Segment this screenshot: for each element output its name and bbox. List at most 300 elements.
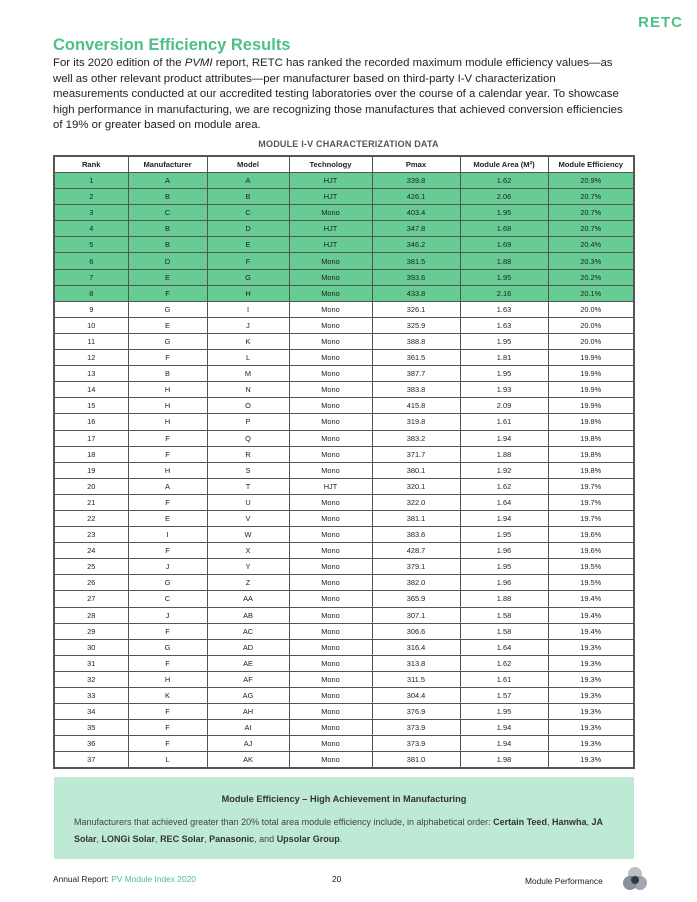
column-header: Technology [289, 156, 372, 173]
table-cell: H [128, 382, 207, 398]
table-cell: 27 [54, 591, 128, 607]
footer-report-name [53, 874, 196, 884]
table-cell: F [128, 446, 207, 462]
table-cell: Mono [289, 269, 372, 285]
table-cell: F [128, 350, 207, 366]
table-cell: Mono [289, 527, 372, 543]
table-cell: 393.6 [372, 269, 460, 285]
table-cell: F [128, 736, 207, 752]
table-row [54, 173, 634, 189]
table-cell: H [128, 462, 207, 478]
table-cell: Mono [289, 446, 372, 462]
table-cell: 12 [54, 350, 128, 366]
table-row [54, 301, 634, 317]
table-cell: 346.2 [372, 237, 460, 253]
table-cell: Mono [289, 543, 372, 559]
table-cell: 19.8% [548, 430, 634, 446]
table-cell: 383.2 [372, 430, 460, 446]
table-cell: F [128, 623, 207, 639]
table-cell: 380.1 [372, 462, 460, 478]
table-cell: 311.5 [372, 671, 460, 687]
table-cell: 3 [54, 205, 128, 221]
table-cell: Mono [289, 253, 372, 269]
manufacturer-name: Certain Teed [493, 817, 547, 827]
table-cell: 1.61 [460, 414, 548, 430]
table-cell: O [207, 398, 289, 414]
high-achievement-callout [54, 777, 634, 859]
table-cell: 19 [54, 462, 128, 478]
table-cell: 20.3% [548, 253, 634, 269]
callout-and: and [259, 834, 275, 844]
table-cell: Mono [289, 462, 372, 478]
table-cell: 403.4 [372, 205, 460, 221]
table-cell: Mono [289, 333, 372, 349]
table-cell: 20.1% [548, 285, 634, 301]
table-cell: 319.8 [372, 414, 460, 430]
table-cell: L [128, 752, 207, 769]
table-cell: Mono [289, 285, 372, 301]
table-cell: M [207, 366, 289, 382]
table-cell: 19.8% [548, 414, 634, 430]
table-cell: 19.4% [548, 591, 634, 607]
table-cell: 379.1 [372, 559, 460, 575]
table-cell: 19.7% [548, 494, 634, 510]
table-cell: 306.6 [372, 623, 460, 639]
table-cell: 304.4 [372, 688, 460, 704]
table-cell: 19.3% [548, 720, 634, 736]
table-cell: 19.9% [548, 366, 634, 382]
table-cell: 1.95 [460, 333, 548, 349]
table-cell: Mono [289, 607, 372, 623]
table-cell: H [207, 285, 289, 301]
table-cell: N [207, 382, 289, 398]
table-cell: 20.9% [548, 173, 634, 189]
table-cell: J [128, 607, 207, 623]
table-cell: F [128, 543, 207, 559]
column-header: Manufacturer [128, 156, 207, 173]
table-cell: E [128, 317, 207, 333]
table-cell: Mono [289, 205, 372, 221]
table-cell: 1.61 [460, 671, 548, 687]
table-cell: I [207, 301, 289, 317]
table-cell: 20.0% [548, 333, 634, 349]
table-cell: Mono [289, 366, 372, 382]
table-cell: 19.8% [548, 446, 634, 462]
table-cell: 1.58 [460, 607, 548, 623]
table-cell: 320.1 [372, 478, 460, 494]
table-cell: 1.88 [460, 446, 548, 462]
table-cell: 4 [54, 221, 128, 237]
table-cell: HJT [289, 173, 372, 189]
table-cell: G [128, 301, 207, 317]
table-cell: T [207, 478, 289, 494]
table-cell: AK [207, 752, 289, 769]
table-cell: 1.62 [460, 478, 548, 494]
table-cell: 18 [54, 446, 128, 462]
table-row [54, 478, 634, 494]
table-cell: 20.7% [548, 189, 634, 205]
table-cell: B [128, 189, 207, 205]
table-cell: 2.16 [460, 285, 548, 301]
table-cell: Mono [289, 494, 372, 510]
table-row [54, 575, 634, 591]
table-cell: 22 [54, 510, 128, 526]
table-cell: 8 [54, 285, 128, 301]
column-header: Model [207, 156, 289, 173]
table-cell: Q [207, 430, 289, 446]
table-cell: 381.0 [372, 752, 460, 769]
table-cell: 313.8 [372, 655, 460, 671]
table-cell: 371.7 [372, 446, 460, 462]
table-cell: 34 [54, 704, 128, 720]
table-cell: 26 [54, 575, 128, 591]
table-cell: 428.7 [372, 543, 460, 559]
table-title: MODULE I-V CHARACTERIZATION DATA [258, 139, 439, 149]
table-row [54, 333, 634, 349]
table-cell: 361.5 [372, 350, 460, 366]
intro-text: For its 2020 edition of the [53, 57, 185, 69]
table-cell: Mono [289, 398, 372, 414]
table-cell: 1 [54, 173, 128, 189]
table-cell: 388.8 [372, 333, 460, 349]
table-cell: 19.3% [548, 671, 634, 687]
table-cell: 1.88 [460, 591, 548, 607]
table-cell: 14 [54, 382, 128, 398]
table-cell: 7 [54, 269, 128, 285]
table-cell: 1.95 [460, 527, 548, 543]
intro-emphasis: PVMI [184, 57, 213, 69]
table-cell: 383.6 [372, 527, 460, 543]
page-number: 20 [332, 874, 342, 884]
table-cell: 426.1 [372, 189, 460, 205]
table-cell: 1.64 [460, 494, 548, 510]
table-cell: A [128, 478, 207, 494]
column-header: Module Efficiency [548, 156, 634, 173]
table-cell: G [128, 575, 207, 591]
table-cell: 19.9% [548, 350, 634, 366]
table-row [54, 655, 634, 671]
table-cell: 24 [54, 543, 128, 559]
table-cell: 1.62 [460, 655, 548, 671]
table-cell: 20.7% [548, 205, 634, 221]
table-cell: 19.9% [548, 398, 634, 414]
table-cell: C [207, 205, 289, 221]
table-cell: AB [207, 607, 289, 623]
table-cell: AA [207, 591, 289, 607]
table-cell: 1.64 [460, 639, 548, 655]
manufacturer-name: JA Solar [74, 817, 603, 844]
table-cell: Mono [289, 350, 372, 366]
table-cell: 19.3% [548, 752, 634, 769]
table-cell: F [128, 704, 207, 720]
manufacturer-name: Panasonic [209, 834, 255, 844]
table-cell: Mono [289, 317, 372, 333]
table-cell: Mono [289, 301, 372, 317]
table-cell: 326.1 [372, 301, 460, 317]
table-cell: 1.95 [460, 559, 548, 575]
characterization-table [53, 155, 635, 769]
table-cell: X [207, 543, 289, 559]
table-cell: Mono [289, 671, 372, 687]
table-cell: 1.68 [460, 221, 548, 237]
table-row [54, 253, 634, 269]
table-row [54, 559, 634, 575]
table-cell: 20.2% [548, 269, 634, 285]
table-cell: 307.1 [372, 607, 460, 623]
table-cell: 11 [54, 333, 128, 349]
table-cell: U [207, 494, 289, 510]
column-header: Module Area (M²) [460, 156, 548, 173]
table-cell: 376.9 [372, 704, 460, 720]
table-cell: D [128, 253, 207, 269]
table-row [54, 752, 634, 769]
table-cell: AF [207, 671, 289, 687]
table-cell: C [128, 205, 207, 221]
table-cell: 36 [54, 736, 128, 752]
table-cell: 19.3% [548, 655, 634, 671]
table-cell: 6 [54, 253, 128, 269]
table-cell: Mono [289, 655, 372, 671]
table-cell: B [128, 237, 207, 253]
table-cell: 10 [54, 317, 128, 333]
table-cell: 19.7% [548, 478, 634, 494]
table-cell: 19.3% [548, 704, 634, 720]
table-cell: A [128, 173, 207, 189]
table-cell: F [207, 253, 289, 269]
table-cell: 1.94 [460, 510, 548, 526]
table-cell: 19.7% [548, 510, 634, 526]
retc-logo: RETC [638, 14, 683, 31]
table-cell: 23 [54, 527, 128, 543]
table-cell: 373.9 [372, 720, 460, 736]
table-row [54, 543, 634, 559]
table-row [54, 205, 634, 221]
table-cell: 1.94 [460, 720, 548, 736]
table-row [54, 414, 634, 430]
table-cell: 33 [54, 688, 128, 704]
manufacturer-name: Hanwha [551, 817, 587, 827]
table-row [54, 494, 634, 510]
table-cell: 1.57 [460, 688, 548, 704]
table-cell: 1.95 [460, 704, 548, 720]
manufacturer-name: Upsolar Group [276, 834, 340, 844]
manufacturer-name: LONGi Solar [101, 834, 156, 844]
footer-index-name: PV Module Index 2020 [111, 874, 196, 884]
table-cell: AI [207, 720, 289, 736]
table-cell: H [128, 414, 207, 430]
table-cell: B [128, 366, 207, 382]
table-cell: 322.0 [372, 494, 460, 510]
callout-body: Manufacturers that achieved greater than 20% total area module efficiency include, in alphabetical order: Certain Teed, Hanwha, JA Solar, LONGi Solar, REC Solar, Panasonic, and Upsolar Group. [74, 817, 603, 844]
table-cell: 29 [54, 623, 128, 639]
table-cell: Mono [289, 382, 372, 398]
table-cell: 19.3% [548, 688, 634, 704]
table-cell: 20.4% [548, 237, 634, 253]
table-cell: H [128, 398, 207, 414]
table-cell: Mono [289, 704, 372, 720]
table-row [54, 607, 634, 623]
table-cell: 15 [54, 398, 128, 414]
table-row [54, 510, 634, 526]
table-cell: 31 [54, 655, 128, 671]
table-cell: H [128, 671, 207, 687]
table-row [54, 527, 634, 543]
table-cell: 20.0% [548, 301, 634, 317]
table-cell: 387.7 [372, 366, 460, 382]
table-cell: J [128, 559, 207, 575]
table-cell: 19.6% [548, 543, 634, 559]
table-cell: AH [207, 704, 289, 720]
table-cell: 433.8 [372, 285, 460, 301]
table-cell: F [128, 430, 207, 446]
table-row [54, 462, 634, 478]
table-cell: S [207, 462, 289, 478]
table-cell: 1.62 [460, 173, 548, 189]
table-cell: 1.81 [460, 350, 548, 366]
table-cell: W [207, 527, 289, 543]
intro-paragraph [53, 56, 633, 134]
table-cell: D [207, 221, 289, 237]
manufacturer-name: REC Solar [160, 834, 205, 844]
table-cell: G [128, 639, 207, 655]
table-cell: A [207, 173, 289, 189]
table-cell: Mono [289, 510, 372, 526]
table-cell: P [207, 414, 289, 430]
table-row [54, 736, 634, 752]
table-row [54, 317, 634, 333]
table-cell: F [128, 720, 207, 736]
table-cell: AG [207, 688, 289, 704]
intro-text: report, RETC has ranked the recorded maximum module efficiency values—as well as other relevant product attributes—per manufacturer based on third-party I-V characterization measurements conducted at our accredited testing laboratories over the course of a calendar year. To showcase high performance in manufacturing, we are recognizing those manufactures that achieved conversion efficiencies of 19% or greater based on module area. [53, 57, 623, 131]
table-row [54, 269, 634, 285]
table-cell: 382.0 [372, 575, 460, 591]
table-cell: 19.9% [548, 382, 634, 398]
table-cell: Mono [289, 575, 372, 591]
table-cell: Mono [289, 591, 372, 607]
table-cell: Mono [289, 752, 372, 769]
table-cell: E [128, 510, 207, 526]
table-cell: Mono [289, 559, 372, 575]
callout-title: Module Efficiency – High Achievement in Manufacturing [221, 794, 467, 804]
table-cell: HJT [289, 237, 372, 253]
table-cell: Y [207, 559, 289, 575]
table-cell: 17 [54, 430, 128, 446]
table-cell: L [207, 350, 289, 366]
table-cell: HJT [289, 221, 372, 237]
table-cell: 19.3% [548, 736, 634, 752]
table-cell: G [207, 269, 289, 285]
table-cell: 32 [54, 671, 128, 687]
table-cell: 28 [54, 607, 128, 623]
table-cell: 35 [54, 720, 128, 736]
table-cell: 2.06 [460, 189, 548, 205]
table-cell: Mono [289, 736, 372, 752]
table-cell: 1.96 [460, 575, 548, 591]
table-cell: R [207, 446, 289, 462]
table-cell: 37 [54, 752, 128, 769]
column-header: Rank [54, 156, 128, 173]
table-cell: B [128, 221, 207, 237]
table-row [54, 688, 634, 704]
table-row [54, 285, 634, 301]
table-cell: 1.98 [460, 752, 548, 769]
footer-section: Module Performance [525, 876, 603, 886]
table-row [54, 591, 634, 607]
table-cell: AE [207, 655, 289, 671]
table-cell: 1.95 [460, 205, 548, 221]
table-cell: AD [207, 639, 289, 655]
table-cell: 19.5% [548, 575, 634, 591]
table-cell: 5 [54, 237, 128, 253]
table-cell: V [207, 510, 289, 526]
table-cell: 339.8 [372, 173, 460, 189]
table-cell: 19.5% [548, 559, 634, 575]
table-cell: Mono [289, 623, 372, 639]
table-cell: 25 [54, 559, 128, 575]
table-cell: F [128, 285, 207, 301]
table-cell: Mono [289, 688, 372, 704]
table-cell: 347.8 [372, 221, 460, 237]
table-cell: I [128, 527, 207, 543]
table-cell: HJT [289, 478, 372, 494]
table-row [54, 237, 634, 253]
table-cell: 1.63 [460, 301, 548, 317]
table-cell: 1.69 [460, 237, 548, 253]
table-cell: 1.88 [460, 253, 548, 269]
table-cell: 1.94 [460, 736, 548, 752]
table-cell: 16 [54, 414, 128, 430]
table-cell: 383.8 [372, 382, 460, 398]
table-cell: F [128, 494, 207, 510]
table-cell: 1.96 [460, 543, 548, 559]
table-row [54, 221, 634, 237]
table-cell: 1.95 [460, 366, 548, 382]
footer-prefix: Annual Report: [53, 874, 112, 884]
table-cell: Mono [289, 430, 372, 446]
table-cell: 1.92 [460, 462, 548, 478]
table-cell: AJ [207, 736, 289, 752]
table-cell: 1.94 [460, 430, 548, 446]
callout-lead: Manufacturers that achieved greater than 20% total area module efficiency include, in alphabetical order: [74, 817, 494, 827]
table-cell: 20.0% [548, 317, 634, 333]
table-cell: 1.63 [460, 317, 548, 333]
table-cell: B [207, 189, 289, 205]
table-cell: 415.8 [372, 398, 460, 414]
table-row [54, 430, 634, 446]
table-cell: C [128, 591, 207, 607]
table-row [54, 398, 634, 414]
table-cell: HJT [289, 189, 372, 205]
table-row [54, 382, 634, 398]
table-cell: K [207, 333, 289, 349]
table-cell: K [128, 688, 207, 704]
table-cell: J [207, 317, 289, 333]
table-row [54, 623, 634, 639]
table-cell: Mono [289, 720, 372, 736]
table-cell: F [128, 655, 207, 671]
table-cell: Mono [289, 639, 372, 655]
table-cell: 2.09 [460, 398, 548, 414]
table-cell: 365.9 [372, 591, 460, 607]
table-cell: 21 [54, 494, 128, 510]
table-cell: E [128, 269, 207, 285]
table-cell: 381.1 [372, 510, 460, 526]
table-header-row [54, 156, 634, 173]
table-cell: 19.4% [548, 623, 634, 639]
table-cell: AC [207, 623, 289, 639]
table-row [54, 720, 634, 736]
table-cell: 20 [54, 478, 128, 494]
